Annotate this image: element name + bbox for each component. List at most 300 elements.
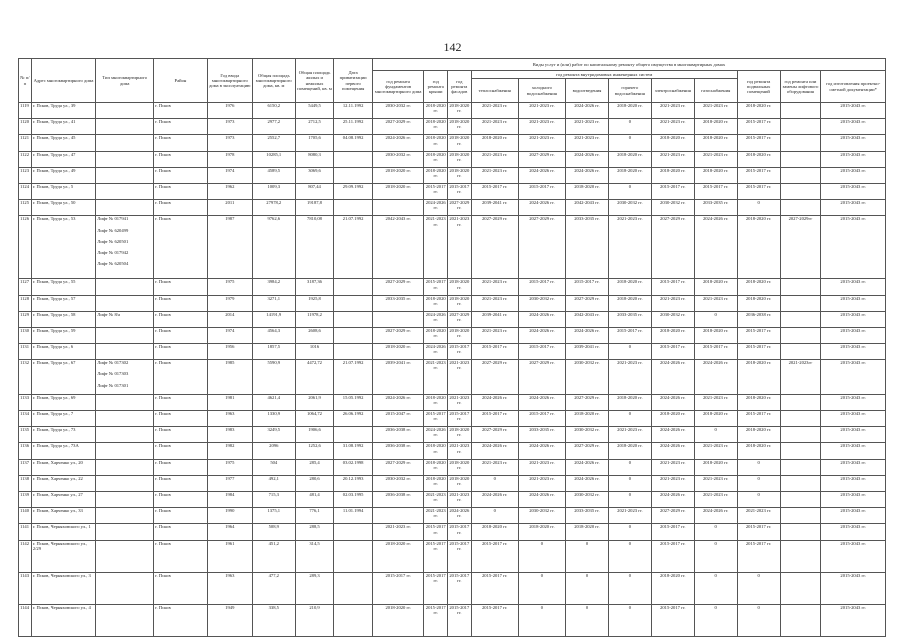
table-row: [19, 103, 886, 119]
table-row: [19, 394, 886, 410]
cell-design-docs: 2015-2043 гг.: [821, 151, 886, 167]
cell-facade: 2021-2023 гг.: [448, 216, 472, 279]
cell-hot-water: 2021-2023 гг.: [608, 508, 651, 524]
cell-total-area: 3271,1: [252, 295, 295, 311]
cell-lifts: [780, 491, 821, 507]
cell-living-area: 2608,6: [295, 327, 334, 343]
cell-gas: 0: [694, 524, 737, 540]
cell-address: г. Псков, Харченко ул., 22: [31, 475, 95, 491]
cell-basement: 2015-2017 гг.: [737, 119, 780, 135]
cell-address: г. Псков, Труда ул., 47: [31, 151, 95, 167]
cell-facade: 2021-2023 гг.: [448, 443, 472, 459]
cell-sewer: 2024-2026 гг.: [566, 459, 609, 475]
cell-hot-water: 2021-2023 гг.: [608, 427, 651, 443]
cell-num: 1134: [19, 411, 32, 427]
cell-basement: 2018-2020 гг.: [737, 394, 780, 410]
cell-privatization: [334, 344, 373, 360]
cell-basement: 2015-2017 гг.: [737, 135, 780, 151]
cell-design-docs: 2015-2043 гг.: [821, 411, 886, 427]
cell-privatization: 04.08.1992: [334, 135, 373, 151]
cell-heat: 2021-2023 гг.: [471, 151, 518, 167]
cell-privatization: 21.07.1992: [334, 216, 373, 279]
cell-hot-water: 0: [608, 459, 651, 475]
cell-facade: 2015-2017 гг.: [448, 183, 472, 199]
cell-type: [96, 135, 154, 151]
cell-facade: 2018-2020 гг.: [448, 327, 472, 343]
header-address: Адрес многоквартирного дома: [31, 59, 95, 103]
table-body: [19, 103, 886, 637]
cell-facade: 2015-2017 гг.: [448, 524, 472, 540]
table-row: [19, 151, 886, 167]
cell-address: г. Псков, Черняховского ул., 1: [31, 524, 95, 540]
cell-address: г. Псков, Труда ул., 5: [31, 183, 95, 199]
cell-address: г. Псков, Черняховского ул., 2/29: [31, 540, 95, 572]
cell-design-docs: 2015-2043 гг.: [821, 604, 886, 636]
cell-year: 1974: [207, 327, 252, 343]
cell-num: 1135: [19, 427, 32, 443]
cell-year: 1973: [207, 135, 252, 151]
cell-district: г. Псков: [154, 200, 208, 216]
cell-sewer: 2024-2026 гг.: [566, 327, 609, 343]
cell-privatization: [334, 151, 373, 167]
cell-facade: 2021-2023 гг.: [448, 360, 472, 395]
cell-sewer: 2021-2023 гг.: [566, 135, 609, 151]
cell-total-area: 451,2: [252, 540, 295, 572]
cell-lifts: [780, 151, 821, 167]
cell-living-area: 288,5: [295, 524, 334, 540]
cell-total-area: 10285,1: [252, 151, 295, 167]
cell-type: [96, 327, 154, 343]
table-row: [19, 443, 886, 459]
cell-num: 1137: [19, 459, 32, 475]
header-basement: год ремонта подвальных помещений: [737, 71, 780, 103]
cell-foundation: 2036-2038 гг.: [372, 443, 423, 459]
cell-type: Лифт № 8/а: [96, 311, 154, 327]
cell-num: 1125: [19, 200, 32, 216]
cell-gas: 2018-2020 гг.: [694, 167, 737, 183]
cell-type: [96, 103, 154, 119]
cell-year: 1976: [207, 103, 252, 119]
cell-facade: 2015-2017 гг.: [448, 344, 472, 360]
cell-num: 1126: [19, 216, 32, 279]
cell-electric: 2015-2017 гг.: [651, 540, 694, 572]
cell-foundation: 2018-2020 гг.: [372, 540, 423, 572]
cell-roof: 2018-2020 гг.: [424, 135, 448, 151]
cell-roof: 2018-2020 гг.: [424, 327, 448, 343]
cell-total-area: 1009,3: [252, 183, 295, 199]
cell-living-area: 19187,8: [295, 200, 334, 216]
cell-year: 1990: [207, 508, 252, 524]
cell-foundation: 2021-2023 гг.: [372, 524, 423, 540]
cell-num: 1140: [19, 508, 32, 524]
cell-hot-water: 0: [608, 119, 651, 135]
cell-hot-water: 0: [608, 135, 651, 151]
cell-heat: 2015-2017 гг.: [471, 344, 518, 360]
cell-facade: 2018-2020 гг.: [448, 427, 472, 443]
cell-cold-water: 2021-2023 гг.: [518, 475, 565, 491]
cell-living-area: 807,44: [295, 183, 334, 199]
table-row: [19, 183, 886, 199]
cell-facade: 2018-2020 гг.: [448, 119, 472, 135]
cell-total-area: 4589,5: [252, 167, 295, 183]
cell-design-docs: 2015-2043 гг.: [821, 394, 886, 410]
cell-roof: 2018-2020 гг.: [424, 394, 448, 410]
cell-gas: 2021-2023 гг.: [694, 151, 737, 167]
cell-facade: 2018-2020 гг.: [448, 151, 472, 167]
cell-total-area: 2977,2: [252, 119, 295, 135]
cell-foundation: 2036-2038 гг.: [372, 427, 423, 443]
cell-sewer: 2027-2029 гг.: [566, 295, 609, 311]
cell-year: 1973: [207, 119, 252, 135]
table-row: [19, 360, 886, 395]
cell-num: 1122: [19, 151, 32, 167]
cell-total-area: 492,1: [252, 475, 295, 491]
cell-living-area: 776,1: [295, 508, 334, 524]
cell-electric: 2024-2026 гг.: [651, 394, 694, 410]
cell-hot-water: 2018-2020 гг.: [608, 103, 651, 119]
cell-basement: 2015-2017 гг.: [737, 540, 780, 572]
cell-basement: 2018-2020 гг.: [737, 103, 780, 119]
table-row: [19, 491, 886, 507]
cell-lifts: [780, 604, 821, 636]
cell-privatization: [334, 200, 373, 216]
cell-type: [96, 540, 154, 572]
cell-cold-water: 2024-2026 гг.: [518, 327, 565, 343]
cell-living-area: 1252,6: [295, 443, 334, 459]
cell-address: г. Псков, Черняховского ул., 4: [31, 604, 95, 636]
cell-year: 1963: [207, 411, 252, 427]
cell-year: 1949: [207, 604, 252, 636]
table-row: [19, 295, 886, 311]
cell-facade: 2018-2020 гг.: [448, 103, 472, 119]
cell-hot-water: 2018-2020 гг.: [608, 167, 651, 183]
cell-heat: 2021-2023 гг.: [471, 279, 518, 295]
cell-cold-water: 2021-2023 гг.: [518, 103, 565, 119]
cell-lifts: [780, 183, 821, 199]
cell-electric: 2015-2017 гг.: [651, 183, 694, 199]
cell-living-area: 314,5: [295, 540, 334, 572]
cell-gas: 2018-2020 гг.: [694, 327, 737, 343]
cell-design-docs: 2015-2043 гг.: [821, 491, 886, 507]
cell-address: г. Псков, Харченко ул., 27: [31, 491, 95, 507]
cell-design-docs: 2015-2043 гг.: [821, 183, 886, 199]
cell-sewer: 2033-2035 гг.: [566, 508, 609, 524]
cell-electric: 2021-2023 гг.: [651, 151, 694, 167]
cell-electric: 2021-2023 гг.: [651, 103, 694, 119]
cell-roof: 2018-2020 гг.: [424, 295, 448, 311]
cell-foundation: [372, 200, 423, 216]
cell-gas: 2033-2035 гг.: [694, 200, 737, 216]
cell-type: [96, 183, 154, 199]
cell-hot-water: 0: [608, 524, 651, 540]
cell-hot-water: 2030-2032 гг.: [608, 200, 651, 216]
cell-electric: 2021-2023 гг.: [651, 295, 694, 311]
cell-electric: 2015-2017 гг.: [651, 279, 694, 295]
cell-district: г. Псков: [154, 475, 208, 491]
cell-electric: 2030-2032 гг.: [651, 311, 694, 327]
cell-living-area: 210,9: [295, 604, 334, 636]
cell-year: 2014: [207, 311, 252, 327]
cell-hot-water: 2033-2035 гг.: [608, 311, 651, 327]
cell-lifts: 2027-2029гг: [780, 216, 821, 279]
cell-privatization: [334, 167, 373, 183]
cell-total-area: 504: [252, 459, 295, 475]
cell-electric: 2027-2029 гг.: [651, 216, 694, 279]
cell-lifts: [780, 295, 821, 311]
cell-year: 1982: [207, 443, 252, 459]
cell-facade: 2024-2026 гг.: [448, 508, 472, 524]
cell-total-area: 14191,9: [252, 311, 295, 327]
cell-heat: 2024-2026 гг.: [471, 491, 518, 507]
cell-cold-water: 2015-2017 гг.: [518, 344, 565, 360]
cell-lifts: 2021-2023гг: [780, 360, 821, 395]
cell-foundation: 2018-2020 гг.: [372, 183, 423, 199]
cell-heat: 2015-2017 гг.: [471, 572, 518, 604]
cell-year: 1984: [207, 491, 252, 507]
cell-electric: 2024-2026 гг.: [651, 491, 694, 507]
cell-sewer: 2042-2043 гг.: [566, 200, 609, 216]
header-total-area: Общая площадь многоквартирного дома, кв. м: [252, 59, 295, 103]
cell-num: 1130: [19, 327, 32, 343]
cell-sewer: 2015-2017 гг.: [566, 279, 609, 295]
header-works-group: Виды услуг и (или) работ по капитальному ремонту общего имущества в многоквартирных домах: [372, 59, 885, 71]
cell-living-area: 2061,9: [295, 394, 334, 410]
cell-district: г. Псков: [154, 344, 208, 360]
cell-privatization: [334, 572, 373, 604]
cell-gas: 2015-2017 гг.: [694, 183, 737, 199]
table-row: [19, 327, 886, 343]
cell-facade: 2018-2020 гг.: [448, 167, 472, 183]
cell-roof: 2015-2017 гг.: [424, 183, 448, 199]
cell-year: 1975: [207, 279, 252, 295]
cell-electric: 2018-2020 гг.: [651, 411, 694, 427]
cell-heat: 2039-2041 гг.: [471, 200, 518, 216]
cell-roof: 2015-2017 гг.: [424, 524, 448, 540]
cell-year: 1964: [207, 524, 252, 540]
cell-total-area: 3249,5: [252, 427, 295, 443]
cell-sewer: 2027-2029 гг.: [566, 394, 609, 410]
cell-basement: 2021-2023 гг.: [737, 508, 780, 524]
cell-design-docs: 2015-2043 гг.: [821, 475, 886, 491]
cell-living-area: 11978,2: [295, 311, 334, 327]
cell-basement: 2018-2020 гг.: [737, 151, 780, 167]
cell-lifts: [780, 411, 821, 427]
cell-sewer: 2033-2035 гг.: [566, 216, 609, 279]
cell-electric: 2024-2026 гг.: [651, 443, 694, 459]
cell-district: г. Псков: [154, 216, 208, 279]
cell-lifts: [780, 327, 821, 343]
cell-basement: 2018-2020 гг.: [737, 279, 780, 295]
cell-gas: 2021-2023 гг.: [694, 103, 737, 119]
cell-hot-water: 0: [608, 475, 651, 491]
cell-roof: 2015-2017 гг.: [424, 604, 448, 636]
cell-roof: 2024-2026 гг.: [424, 200, 448, 216]
cell-facade: 2027-2029 гг.: [448, 200, 472, 216]
cell-address: г. Псков, Труда ул., 45: [31, 135, 95, 151]
cell-address: г. Псков, Труда ул., 39: [31, 103, 95, 119]
cell-lifts: [780, 103, 821, 119]
cell-roof: 2018-2020 гг.: [424, 167, 448, 183]
cell-design-docs: 2015-2043 гг.: [821, 344, 886, 360]
cell-electric: 2024-2026 гг.: [651, 427, 694, 443]
header-sewer: водоотведения: [566, 79, 609, 103]
cell-foundation: 2027-2029 гг.: [372, 279, 423, 295]
cell-lifts: [780, 167, 821, 183]
cell-total-area: 1375,1: [252, 508, 295, 524]
cell-heat: 2039-2041 гг.: [471, 311, 518, 327]
cell-sewer: 0: [566, 540, 609, 572]
cell-year: 1961: [207, 540, 252, 572]
cell-hot-water: 2018-2020 гг.: [608, 394, 651, 410]
cell-living-area: 285,4: [295, 459, 334, 475]
table-row: [19, 344, 886, 360]
cell-privatization: [334, 604, 373, 636]
cell-year: 1983: [207, 427, 252, 443]
cell-basement: 2018-2020 гг.: [737, 295, 780, 311]
cell-address: г. Псков, Труда ул., 7: [31, 411, 95, 427]
cell-roof: 2018-2020 гг.: [424, 119, 448, 135]
cell-lifts: [780, 279, 821, 295]
header-foundation: год ремонта фундаментов многоквартирного дома: [372, 71, 423, 103]
table-row: [19, 427, 886, 443]
cell-lifts: [780, 394, 821, 410]
cell-living-area: 2712,5: [295, 119, 334, 135]
cell-privatization: 29.09.1992: [334, 183, 373, 199]
cell-district: г. Псков: [154, 279, 208, 295]
cell-roof: 2021-2023 гг.: [424, 491, 448, 507]
cell-hot-water: 2018-2020 гг.: [608, 151, 651, 167]
cell-facade: 2021-2023 гг.: [448, 491, 472, 507]
cell-district: г. Псков: [154, 459, 208, 475]
cell-heat: 2021-2023 гг.: [471, 167, 518, 183]
cell-cold-water: 2021-2023 гг.: [518, 459, 565, 475]
cell-privatization: [334, 279, 373, 295]
cell-roof: 2021-2023 гг.: [424, 508, 448, 524]
cell-total-area: 4564,3: [252, 327, 295, 343]
cell-foundation: 2024-2026 гг.: [372, 135, 423, 151]
cell-heat: 2015-2017 гг.: [471, 604, 518, 636]
cell-living-area: 5449,5: [295, 103, 334, 119]
cell-year: 2011: [207, 200, 252, 216]
cell-address: г. Псков, Труда ул., 49: [31, 167, 95, 183]
cell-design-docs: 2015-2043 гг.: [821, 360, 886, 395]
cell-privatization: 02.03.1995: [334, 491, 373, 507]
cell-design-docs: 2015-2043 гг.: [821, 311, 886, 327]
cell-lifts: [780, 475, 821, 491]
header-roof: год ремонта крыши: [424, 71, 448, 103]
table-row: [19, 475, 886, 491]
cell-facade: 2018-2020 гг.: [448, 475, 472, 491]
header-systems-group: год ремонта внутридомовых инженерных систем: [471, 71, 737, 79]
cell-roof: 2024-2026 гг.: [424, 311, 448, 327]
cell-living-area: 8080,3: [295, 151, 334, 167]
cell-basement: 2015-2017 гг.: [737, 411, 780, 427]
table-row: [19, 524, 886, 540]
header-district: Район: [154, 59, 208, 103]
cell-num: 1119: [19, 103, 32, 119]
cell-total-area: 9762,6: [252, 216, 295, 279]
cell-address: г. Псков, Труда ул., 73: [31, 427, 95, 443]
cell-design-docs: 2015-2043 гг.: [821, 524, 886, 540]
cell-foundation: 2015-2047 гг.: [372, 411, 423, 427]
cell-district: г. Псков: [154, 572, 208, 604]
cell-sewer: 2018-2020 гг.: [566, 411, 609, 427]
cell-num: 1123: [19, 167, 32, 183]
cell-sewer: 0: [566, 604, 609, 636]
cell-district: г. Псков: [154, 524, 208, 540]
cell-type: [96, 295, 154, 311]
cell-heat: 2015-2017 гг.: [471, 183, 518, 199]
cell-heat: 2021-2023 гг.: [471, 459, 518, 475]
cell-total-area: 27978,2: [252, 200, 295, 216]
cell-heat: 2015-2017 гг.: [471, 540, 518, 572]
cell-cold-water: 2021-2023 гг.: [518, 135, 565, 151]
cell-design-docs: 2015-2043 гг.: [821, 327, 886, 343]
cell-cold-water: 2018-2020 гг.: [518, 524, 565, 540]
cell-electric: 2018-2020 гг.: [651, 327, 694, 343]
cell-cold-water: 2015-2017 гг.: [518, 411, 565, 427]
cell-district: г. Псков: [154, 295, 208, 311]
cell-type: [96, 200, 154, 216]
cell-privatization: 26.06.1992: [334, 411, 373, 427]
cell-sewer: 2024-2026 гг.: [566, 103, 609, 119]
cell-cold-water: 2030-2032 гг.: [518, 295, 565, 311]
cell-gas: 0: [694, 540, 737, 572]
cell-type: [96, 443, 154, 459]
cell-heat: 0: [471, 508, 518, 524]
cell-design-docs: 2015-2043 гг.: [821, 443, 886, 459]
cell-address: г. Псков, Труда ул., 67: [31, 360, 95, 395]
cell-roof: 2024-2026 гг.: [424, 427, 448, 443]
cell-privatization: [334, 295, 373, 311]
cell-lifts: [780, 119, 821, 135]
cell-num: 1142: [19, 540, 32, 572]
cell-privatization: [334, 311, 373, 327]
table-row: [19, 200, 886, 216]
table-row: [19, 167, 886, 183]
cell-year: 1978: [207, 151, 252, 167]
cell-sewer: 0: [566, 572, 609, 604]
cell-facade: 2015-2017 гг.: [448, 540, 472, 572]
cell-type: [96, 604, 154, 636]
cell-hot-water: 2015-2017 гг.: [608, 327, 651, 343]
table-row: [19, 540, 886, 572]
cell-hot-water: 0: [608, 491, 651, 507]
cell-address: г. Псков, Труда ул., 58: [31, 311, 95, 327]
cell-living-area: 3187,36: [295, 279, 334, 295]
cell-address: г. Псков, Труда ул., 53: [31, 216, 95, 279]
table-row: [19, 135, 886, 151]
cell-living-area: 3069,6: [295, 167, 334, 183]
cell-type: Лифт № 017941 Лифт № 620499 Лифт № 620501 Лифт № 017942 Лифт № 620504: [96, 216, 154, 279]
cell-electric: 2021-2023 гг.: [651, 119, 694, 135]
cell-type: [96, 279, 154, 295]
cell-foundation: 2018-2020 гг.: [372, 604, 423, 636]
table-row: [19, 604, 886, 636]
cell-facade: 2027-2029 гг.: [448, 311, 472, 327]
cell-electric: 2018-2020 гг.: [651, 572, 694, 604]
cell-privatization: 31.08.1992: [334, 443, 373, 459]
table-row: [19, 311, 886, 327]
cell-foundation: 2027-2029 гг.: [372, 119, 423, 135]
cell-total-area: 715,3: [252, 491, 295, 507]
cell-year: 1975: [207, 459, 252, 475]
cell-foundation: 2042-2043 гг.: [372, 216, 423, 279]
cell-electric: 2015-2017 гг.: [651, 344, 694, 360]
cell-roof: 2021-2023 гг.: [424, 216, 448, 279]
cell-living-area: 4472,72: [295, 360, 334, 395]
cell-cold-water: 0: [518, 604, 565, 636]
